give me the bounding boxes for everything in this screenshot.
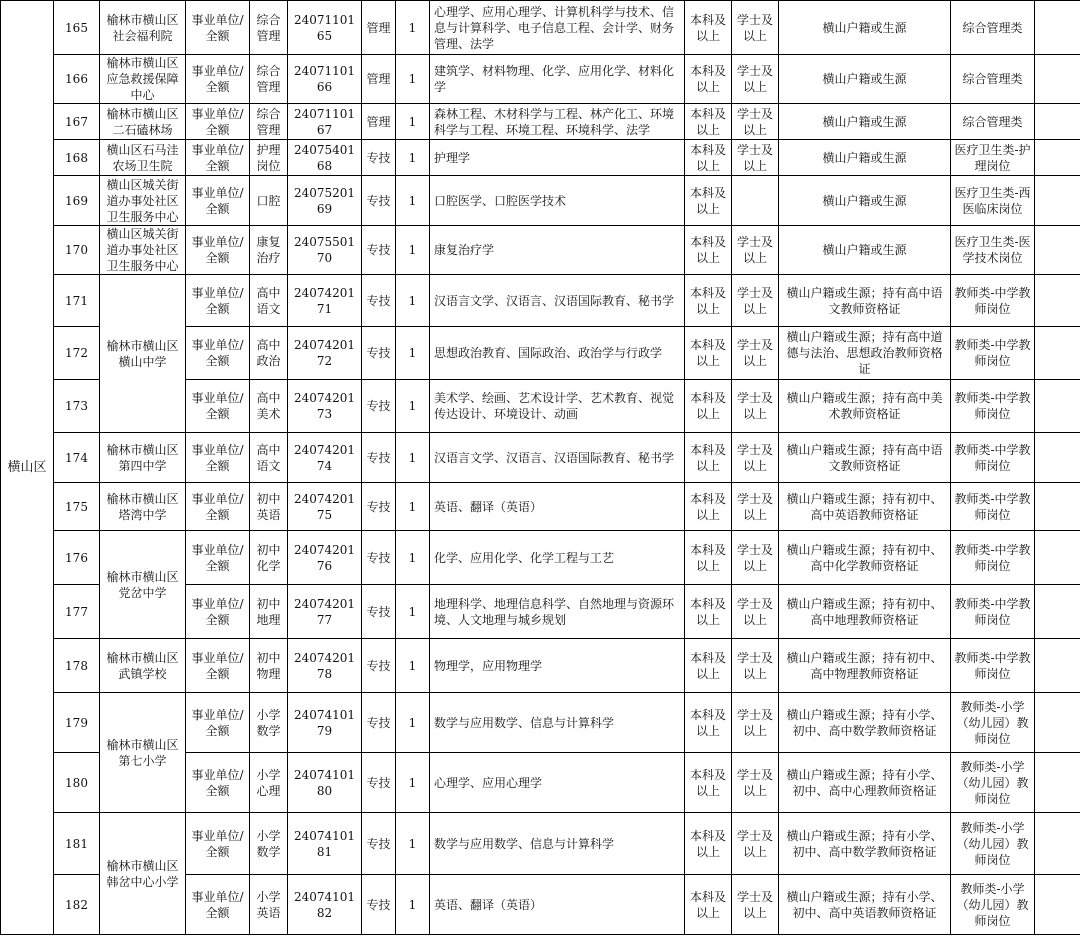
exam-category-cell: 综合管理类: [951, 55, 1035, 104]
row-number-cell: 172: [54, 327, 100, 380]
requirement-cell: 横山户籍或生源；持有小学、初中、高中英语教师资格证: [779, 875, 951, 935]
hire-count-cell: 1: [396, 55, 430, 104]
row-number-cell: 177: [54, 585, 100, 639]
table-row: [1, 433, 1080, 483]
unit-type-cell: 事业单位/全额: [186, 531, 250, 585]
post-code-cell: 2407550170: [288, 226, 362, 275]
hire-count-cell: 1: [396, 275, 430, 327]
exam-category-cell: 教师类-中学教师岗位: [951, 380, 1035, 433]
major-cell: 汉语言文学、汉语言、汉语国际教育、秘书学: [430, 275, 685, 327]
table-row: [1, 531, 1080, 585]
table-row: [1, 55, 1080, 104]
unit-name-cell: 横山区石马洼农场卫生院: [100, 140, 186, 176]
post-code-cell: 2407410181: [288, 813, 362, 875]
post-name-cell: 综合管理: [250, 55, 288, 104]
degree-cell: 学士及以上: [732, 226, 779, 275]
unit-name-cell: 榆林市横山区第七小学: [100, 693, 186, 813]
unit-type-cell: 事业单位/全额: [186, 104, 250, 140]
education-cell: 本科及以上: [685, 531, 732, 585]
post-category-cell: 专技: [362, 327, 396, 380]
post-category-cell: 专技: [362, 226, 396, 275]
education-cell: 本科及以上: [685, 875, 732, 935]
post-name-cell: 高中语文: [250, 433, 288, 483]
requirement-cell: 横山户籍或生源；持有高中道德与法治、思想政治教师资格证: [779, 327, 951, 380]
post-category-cell: 专技: [362, 433, 396, 483]
row-number-cell: 181: [54, 813, 100, 875]
exam-category-cell: 教师类-中学教师岗位: [951, 639, 1035, 693]
unit-name-cell: 横山区城关街道办事处社区卫生服务中心: [100, 226, 186, 275]
requirement-cell: 横山户籍或生源: [779, 226, 951, 275]
major-cell: 物理学，应用物理学: [430, 639, 685, 693]
row-number-cell: 178: [54, 639, 100, 693]
table-row: [1, 639, 1080, 693]
degree-cell: 学士及以上: [732, 753, 779, 813]
post-category-cell: 管理: [362, 55, 396, 104]
unit-type-cell: 事业单位/全额: [186, 176, 250, 226]
post-code-cell: 2407110167: [288, 104, 362, 140]
hire-count-cell: 1: [396, 327, 430, 380]
unit-type-cell: 事业单位/全额: [186, 226, 250, 275]
major-cell: 英语、翻译（英语）: [430, 483, 685, 531]
post-code-cell: 2407420172: [288, 327, 362, 380]
row-number-cell: 179: [54, 693, 100, 753]
unit-name-cell: 榆林市横山区韩岔中心小学: [100, 813, 186, 935]
row-number-cell: 170: [54, 226, 100, 275]
exam-category-cell: 教师类-中学教师岗位: [951, 327, 1035, 380]
unit-type-cell: 事业单位/全额: [186, 140, 250, 176]
table-row: [1, 693, 1080, 753]
requirement-cell: 横山户籍或生源: [779, 1, 951, 55]
unit-type-cell: 事业单位/全额: [186, 753, 250, 813]
post-category-cell: 专技: [362, 531, 396, 585]
requirement-cell: 横山户籍或生源；持有高中美术教师资格证: [779, 380, 951, 433]
table-row: [1, 275, 1080, 327]
education-cell: 本科及以上: [685, 380, 732, 433]
unit-name-cell: 榆林市横山区社会福利院: [100, 1, 186, 55]
post-name-cell: 小学英语: [250, 875, 288, 935]
unit-type-cell: 事业单位/全额: [186, 1, 250, 55]
post-category-cell: 专技: [362, 176, 396, 226]
major-cell: 英语、翻译（英语）: [430, 875, 685, 935]
exam-category-cell: 教师类-小学（幼儿园）教师岗位: [951, 813, 1035, 875]
education-cell: 本科及以上: [685, 140, 732, 176]
requirement-cell: 横山户籍或生源；持有小学、初中、高中数学教师资格证: [779, 693, 951, 753]
degree-cell: 学士及以上: [732, 585, 779, 639]
education-cell: 本科及以上: [685, 693, 732, 753]
unit-name-cell: 榆林市横山区武镇学校: [100, 639, 186, 693]
unit-name-cell: 榆林市横山区二石磕林场: [100, 104, 186, 140]
post-category-cell: 专技: [362, 875, 396, 935]
major-cell: 思想政治教育、国际政治、政治学与行政学: [430, 327, 685, 380]
remark-cell: [1035, 55, 1080, 104]
requirement-cell: 横山户籍或生源: [779, 104, 951, 140]
unit-name-cell: 横山区城关街道办事处社区卫生服务中心: [100, 176, 186, 226]
post-name-cell: 康复治疗: [250, 226, 288, 275]
major-cell: 地理科学、地理信息科学、自然地理与资源环境、人文地理与城乡规划: [430, 585, 685, 639]
unit-type-cell: 事业单位/全额: [186, 275, 250, 327]
exam-category-cell: 教师类-中学教师岗位: [951, 433, 1035, 483]
education-cell: 本科及以上: [685, 104, 732, 140]
major-cell: 数学与应用数学、信息与计算科学: [430, 693, 685, 753]
requirement-cell: 横山户籍或生源: [779, 176, 951, 226]
education-cell: 本科及以上: [685, 55, 732, 104]
post-code-cell: 2407410179: [288, 693, 362, 753]
unit-type-cell: 事业单位/全额: [186, 585, 250, 639]
hire-count-cell: 1: [396, 531, 430, 585]
major-cell: 护理学: [430, 140, 685, 176]
post-code-cell: 2407410182: [288, 875, 362, 935]
post-name-cell: 综合管理: [250, 104, 288, 140]
post-name-cell: 小学数学: [250, 693, 288, 753]
region-cell: 横山区: [1, 1, 54, 935]
remark-cell: [1035, 275, 1080, 327]
degree-cell: [732, 176, 779, 226]
education-cell: 本科及以上: [685, 327, 732, 380]
unit-type-cell: 事业单位/全额: [186, 380, 250, 433]
post-category-cell: 管理: [362, 104, 396, 140]
row-number-cell: 180: [54, 753, 100, 813]
degree-cell: 学士及以上: [732, 1, 779, 55]
remark-cell: [1035, 104, 1080, 140]
table-row: [1, 140, 1080, 176]
education-cell: 本科及以上: [685, 226, 732, 275]
exam-category-cell: 教师类-中学教师岗位: [951, 483, 1035, 531]
post-name-cell: 综合管理: [250, 1, 288, 55]
post-name-cell: 高中美术: [250, 380, 288, 433]
post-code-cell: 2407420175: [288, 483, 362, 531]
education-cell: 本科及以上: [685, 176, 732, 226]
hire-count-cell: 1: [396, 140, 430, 176]
degree-cell: 学士及以上: [732, 813, 779, 875]
exam-category-cell: 教师类-中学教师岗位: [951, 275, 1035, 327]
remark-cell: [1035, 875, 1080, 935]
major-cell: 美术学、绘画、艺术设计学、艺术教育、视觉传达设计、环境设计、动画: [430, 380, 685, 433]
remark-cell: [1035, 585, 1080, 639]
exam-category-cell: 教师类-中学教师岗位: [951, 531, 1035, 585]
exam-category-cell: 教师类-中学教师岗位: [951, 585, 1035, 639]
post-category-cell: 专技: [362, 483, 396, 531]
unit-name-cell: 榆林市横山区横山中学: [100, 275, 186, 433]
education-cell: 本科及以上: [685, 1, 732, 55]
degree-cell: 学士及以上: [732, 275, 779, 327]
education-cell: 本科及以上: [685, 639, 732, 693]
education-cell: 本科及以上: [685, 483, 732, 531]
remark-cell: [1035, 531, 1080, 585]
education-cell: 本科及以上: [685, 433, 732, 483]
major-cell: 康复治疗学: [430, 226, 685, 275]
post-code-cell: 2407110166: [288, 55, 362, 104]
remark-cell: [1035, 226, 1080, 275]
row-number-cell: 176: [54, 531, 100, 585]
remark-cell: [1035, 753, 1080, 813]
requirement-cell: 横山户籍或生源: [779, 140, 951, 176]
degree-cell: 学士及以上: [732, 140, 779, 176]
hire-count-cell: 1: [396, 433, 430, 483]
unit-name-cell: 榆林市横山区党岔中学: [100, 531, 186, 639]
table-row: [1, 176, 1080, 226]
row-number-cell: 171: [54, 275, 100, 327]
post-code-cell: 2407110165: [288, 1, 362, 55]
unit-type-cell: 事业单位/全额: [186, 483, 250, 531]
remark-cell: [1035, 813, 1080, 875]
post-name-cell: 小学数学: [250, 813, 288, 875]
table-row: [1, 226, 1080, 275]
post-name-cell: 口腔: [250, 176, 288, 226]
exam-category-cell: 医疗卫生类-西医临床岗位: [951, 176, 1035, 226]
row-number-cell: 167: [54, 104, 100, 140]
unit-type-cell: 事业单位/全额: [186, 813, 250, 875]
post-name-cell: 高中政治: [250, 327, 288, 380]
post-category-cell: 专技: [362, 380, 396, 433]
remark-cell: [1035, 693, 1080, 753]
post-code-cell: 2407420177: [288, 585, 362, 639]
unit-type-cell: 事业单位/全额: [186, 433, 250, 483]
requirement-cell: 横山户籍或生源；持有小学、初中、高中心理教师资格证: [779, 753, 951, 813]
unit-name-cell: 榆林市横山区塔湾中学: [100, 483, 186, 531]
row-number-cell: 169: [54, 176, 100, 226]
post-code-cell: 2407420176: [288, 531, 362, 585]
hire-count-cell: 1: [396, 104, 430, 140]
post-name-cell: 小学心理: [250, 753, 288, 813]
post-category-cell: 专技: [362, 140, 396, 176]
unit-type-cell: 事业单位/全额: [186, 55, 250, 104]
major-cell: 化学、应用化学、化学工程与工艺: [430, 531, 685, 585]
education-cell: 本科及以上: [685, 585, 732, 639]
major-cell: 建筑学、材料物理、化学、应用化学、材料化学: [430, 55, 685, 104]
education-cell: 本科及以上: [685, 275, 732, 327]
hire-count-cell: 1: [396, 226, 430, 275]
post-code-cell: 2407420171: [288, 275, 362, 327]
post-code-cell: 2407420174: [288, 433, 362, 483]
hire-count-cell: 1: [396, 875, 430, 935]
exam-category-cell: 医疗卫生类-医学技术岗位: [951, 226, 1035, 275]
requirement-cell: 横山户籍或生源；持有初中、高中英语教师资格证: [779, 483, 951, 531]
requirement-cell: 横山户籍或生源；持有高中语文教师资格证: [779, 275, 951, 327]
major-cell: 数学与应用数学、信息与计算科学: [430, 813, 685, 875]
degree-cell: 学士及以上: [732, 380, 779, 433]
degree-cell: 学士及以上: [732, 639, 779, 693]
major-cell: 汉语言文学、汉语言、汉语国际教育、秘书学: [430, 433, 685, 483]
post-category-cell: 专技: [362, 693, 396, 753]
remark-cell: [1035, 1, 1080, 55]
hire-count-cell: 1: [396, 693, 430, 753]
remark-cell: [1035, 140, 1080, 176]
hire-count-cell: 1: [396, 639, 430, 693]
degree-cell: 学士及以上: [732, 433, 779, 483]
exam-category-cell: 综合管理类: [951, 1, 1035, 55]
degree-cell: 学士及以上: [732, 693, 779, 753]
post-name-cell: 初中地理: [250, 585, 288, 639]
row-number-cell: 182: [54, 875, 100, 935]
requirement-cell: 横山户籍或生源；持有小学、初中、高中数学教师资格证: [779, 813, 951, 875]
major-cell: 口腔医学、口腔医学技术: [430, 176, 685, 226]
post-category-cell: 专技: [362, 275, 396, 327]
major-cell: 心理学、应用心理学: [430, 753, 685, 813]
exam-category-cell: 教师类-小学（幼儿园）教师岗位: [951, 875, 1035, 935]
post-category-cell: 专技: [362, 639, 396, 693]
degree-cell: 学士及以上: [732, 531, 779, 585]
post-code-cell: 2407420178: [288, 639, 362, 693]
degree-cell: 学士及以上: [732, 875, 779, 935]
hire-count-cell: 1: [396, 483, 430, 531]
post-name-cell: 初中英语: [250, 483, 288, 531]
hire-count-cell: 1: [396, 1, 430, 55]
remark-cell: [1035, 380, 1080, 433]
hire-count-cell: 1: [396, 813, 430, 875]
table-row: [1, 483, 1080, 531]
unit-type-cell: 事业单位/全额: [186, 693, 250, 753]
requirement-cell: 横山户籍或生源；持有初中、高中地理教师资格证: [779, 585, 951, 639]
requirement-cell: 横山户籍或生源；持有高中语文教师资格证: [779, 433, 951, 483]
requirement-cell: 横山户籍或生源；持有初中、高中化学教师资格证: [779, 531, 951, 585]
unit-name-cell: 榆林市横山区应急救援保障中心: [100, 55, 186, 104]
post-code-cell: 2407520169: [288, 176, 362, 226]
remark-cell: [1035, 433, 1080, 483]
table-row: [1, 104, 1080, 140]
unit-type-cell: 事业单位/全额: [186, 327, 250, 380]
hire-count-cell: 1: [396, 176, 430, 226]
post-category-cell: 专技: [362, 753, 396, 813]
unit-type-cell: 事业单位/全额: [186, 875, 250, 935]
exam-category-cell: 综合管理类: [951, 104, 1035, 140]
table-row: [1, 1, 1080, 55]
post-category-cell: 管理: [362, 1, 396, 55]
requirement-cell: 横山户籍或生源；持有初中、高中物理教师资格证: [779, 639, 951, 693]
unit-type-cell: 事业单位/全额: [186, 639, 250, 693]
exam-category-cell: 医疗卫生类-护理岗位: [951, 140, 1035, 176]
post-code-cell: 2407420173: [288, 380, 362, 433]
hire-count-cell: 1: [396, 380, 430, 433]
post-code-cell: 2407540168: [288, 140, 362, 176]
requirement-cell: 横山户籍或生源: [779, 55, 951, 104]
degree-cell: 学士及以上: [732, 55, 779, 104]
hire-count-cell: 1: [396, 585, 430, 639]
major-cell: 森林工程、木材科学与工程、林产化工、环境科学与工程、环境工程、环境科学、法学: [430, 104, 685, 140]
exam-category-cell: 教师类-小学（幼儿园）教师岗位: [951, 753, 1035, 813]
remark-cell: [1035, 327, 1080, 380]
degree-cell: 学士及以上: [732, 327, 779, 380]
row-number-cell: 174: [54, 433, 100, 483]
unit-name-cell: 榆林市横山区第四中学: [100, 433, 186, 483]
post-name-cell: 护理岗位: [250, 140, 288, 176]
post-category-cell: 专技: [362, 813, 396, 875]
table-row: [1, 813, 1080, 875]
post-category-cell: 专技: [362, 585, 396, 639]
post-code-cell: 2407410180: [288, 753, 362, 813]
education-cell: 本科及以上: [685, 813, 732, 875]
remark-cell: [1035, 483, 1080, 531]
post-name-cell: 初中化学: [250, 531, 288, 585]
exam-category-cell: 教师类-小学（幼儿园）教师岗位: [951, 693, 1035, 753]
row-number-cell: 173: [54, 380, 100, 433]
row-number-cell: 168: [54, 140, 100, 176]
hire-count-cell: 1: [396, 753, 430, 813]
post-name-cell: 初中物理: [250, 639, 288, 693]
post-name-cell: 高中语文: [250, 275, 288, 327]
remark-cell: [1035, 639, 1080, 693]
row-number-cell: 166: [54, 55, 100, 104]
degree-cell: 学士及以上: [732, 104, 779, 140]
degree-cell: 学士及以上: [732, 483, 779, 531]
education-cell: 本科及以上: [685, 753, 732, 813]
major-cell: 心理学、应用心理学、计算机科学与技术、信息与计算科学、电子信息工程、会计学、财务管理、法学: [430, 1, 685, 55]
row-number-cell: 165: [54, 1, 100, 55]
remark-cell: [1035, 176, 1080, 226]
row-number-cell: 175: [54, 483, 100, 531]
